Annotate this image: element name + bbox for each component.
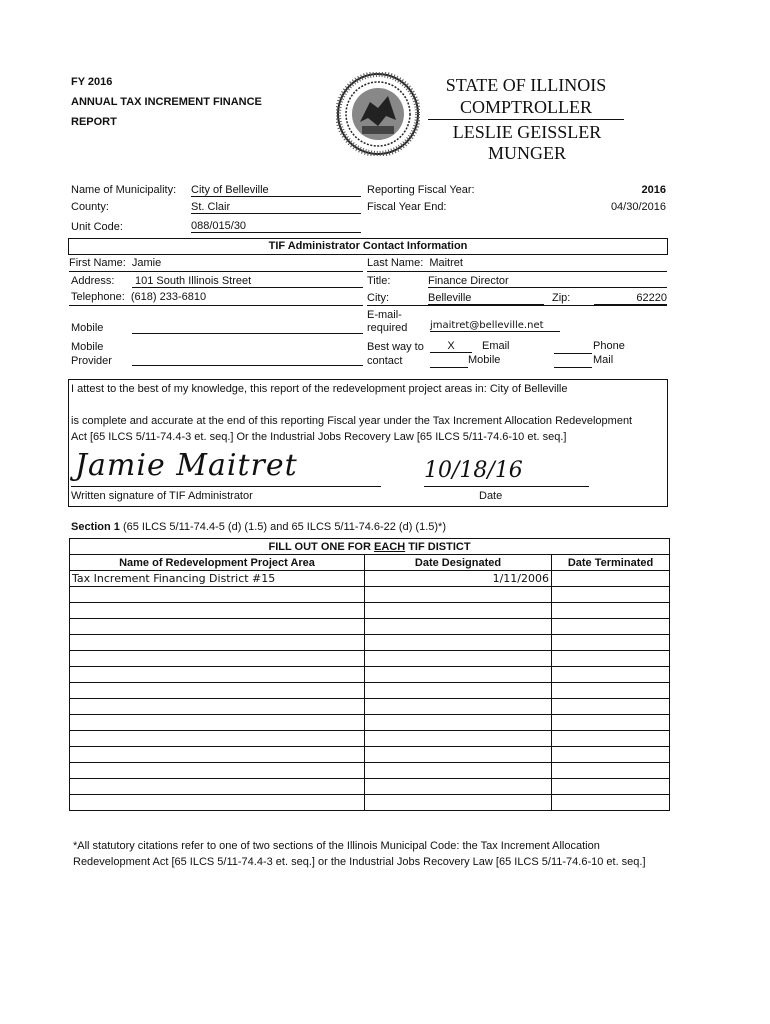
fiscal-year-title: FY 2016: [71, 76, 113, 88]
footnote: [73, 838, 683, 870]
report-title-line2: REPORT: [71, 116, 117, 128]
first-name-label: First Name:: [69, 257, 126, 269]
title-label: Title:: [367, 275, 391, 287]
contact-email-checkbox[interactable]: X: [430, 340, 472, 353]
date-designated-cell[interactable]: [365, 763, 552, 779]
date-designated-cell[interactable]: [365, 699, 552, 715]
table-row: [70, 715, 670, 731]
mobile-provider-label-line1: Mobile: [71, 341, 104, 353]
project-area-cell[interactable]: [70, 731, 365, 747]
comptroller-name: LESLIE GEISSLER MUNGER: [452, 122, 602, 163]
title-value[interactable]: Finance Director: [428, 275, 667, 288]
last-name-value[interactable]: Maitret: [429, 257, 463, 269]
mobile-label: Mobile: [71, 322, 104, 334]
date-designated-cell[interactable]: [365, 715, 552, 731]
county-label: County:: [71, 201, 109, 213]
email-label: [367, 309, 407, 335]
state-name: STATE OF ILLINOIS: [445, 75, 607, 95]
contact-email-option: Email: [482, 340, 510, 352]
table-row: [70, 731, 670, 747]
table-row: [70, 603, 670, 619]
date-terminated-cell[interactable]: [552, 619, 670, 635]
unit-code-label: Unit Code:: [71, 221, 123, 233]
section1-heading: [71, 521, 446, 533]
signature-label: Written signature of TIF Administrator: [71, 490, 253, 502]
date-designated-cell[interactable]: [365, 795, 552, 811]
comptroller-title: COMPTROLLER: [428, 96, 624, 120]
date-terminated-cell[interactable]: [552, 683, 670, 699]
project-area-cell[interactable]: [70, 763, 365, 779]
municipality-label: Name of Municipality:: [71, 184, 177, 196]
fiscal-year-end-label: Fiscal Year End:: [367, 201, 447, 213]
project-area-cell[interactable]: [70, 651, 365, 667]
date-designated-cell[interactable]: [365, 635, 552, 651]
contact-phone-checkbox[interactable]: [554, 353, 592, 354]
administrator-signature: Jamie Maitret: [75, 448, 298, 483]
date-designated-cell[interactable]: [365, 619, 552, 635]
date-terminated-cell[interactable]: [552, 763, 670, 779]
table-row: [70, 763, 670, 779]
table-caption-row: [70, 539, 670, 555]
attest-line3: Act [65 ILCS 5/11-74.4-3 et. seq.] Or the Industrial Jobs Recovery Law [65 ILCS 5/11-74.6-10 et. seq.]: [71, 431, 567, 443]
table-row: [70, 795, 670, 811]
date-designated-cell[interactable]: [365, 747, 552, 763]
signature-date: 10/18/16: [424, 458, 523, 483]
date-label: Date: [479, 490, 503, 502]
date-designated-cell[interactable]: [365, 731, 552, 747]
col-header-project-area: Name of Redevelopment Project Area: [70, 555, 365, 571]
date-terminated-cell[interactable]: [552, 587, 670, 603]
project-area-cell[interactable]: [70, 779, 365, 795]
footnote-line2: Redevelopment Act [65 ILCS 5/11-74.4-3 et. seq.] or the Industrial Jobs Recovery Law [65 ILCS 5/11-74.6-10 et. seq.]: [73, 856, 646, 868]
col-header-date-designated: Date Designated: [365, 555, 552, 571]
section1-title: Section 1: [71, 521, 120, 533]
project-area-cell[interactable]: [70, 699, 365, 715]
footnote-line1: *All statutory citations refer to one of two sections of the Illinois Municipal Code: the Tax Increment Allocation: [73, 840, 600, 852]
table-row: [70, 699, 670, 715]
telephone-label: Telephone:: [71, 291, 125, 303]
zip-label: Zip:: [552, 292, 571, 304]
zip-value[interactable]: 62220: [594, 292, 667, 305]
report-header: [71, 72, 262, 132]
mobile-value[interactable]: [132, 333, 363, 334]
city-value[interactable]: Belleville: [428, 292, 544, 305]
state-comptroller-block: [428, 74, 624, 120]
address-label: Address:: [71, 275, 115, 287]
date-terminated-cell[interactable]: [552, 731, 670, 747]
best-way-label-line1: Best way to: [367, 341, 424, 353]
email-label-line1: E-mail-: [367, 309, 402, 321]
date-terminated-cell[interactable]: [552, 715, 670, 731]
date-terminated-cell[interactable]: [552, 603, 670, 619]
fiscal-year-end-value[interactable]: 04/30/2016: [610, 201, 666, 213]
contact-mobile-option: Mobile: [468, 354, 501, 366]
contact-mail-checkbox[interactable]: [554, 367, 592, 368]
date-terminated-cell[interactable]: [552, 651, 670, 667]
date-designated-cell[interactable]: [365, 683, 552, 699]
date-designated-cell[interactable]: [365, 587, 552, 603]
city-row-divider: [367, 305, 667, 306]
last-name-row: [367, 257, 667, 272]
project-area-cell[interactable]: [70, 683, 365, 699]
date-terminated-cell[interactable]: [552, 699, 670, 715]
table-row: [70, 747, 670, 763]
best-way-label-line2: contact: [367, 355, 403, 367]
first-name-value[interactable]: Jamie: [131, 257, 162, 269]
last-name-label: Last Name:: [367, 257, 424, 269]
date-designated-cell[interactable]: 1/11/2006: [365, 571, 552, 587]
first-name-row: [69, 257, 363, 272]
signature-line: [71, 486, 381, 487]
project-area-cell[interactable]: [70, 587, 365, 603]
table-body: [70, 571, 670, 811]
table-row: [70, 587, 670, 603]
table-row: [70, 683, 670, 699]
date-line: [424, 486, 589, 487]
table-row: [70, 779, 670, 795]
table-row: [70, 667, 670, 683]
table-header-row: [70, 555, 670, 571]
contact-mobile-checkbox[interactable]: [430, 367, 468, 368]
project-area-cell[interactable]: [70, 603, 365, 619]
date-terminated-cell[interactable]: [552, 779, 670, 795]
contact-phone-option: Phone: [593, 340, 625, 352]
county-value[interactable]: St. Clair: [191, 201, 361, 214]
date-designated-cell[interactable]: [365, 603, 552, 619]
project-area-cell[interactable]: [70, 619, 365, 635]
date-designated-cell[interactable]: [365, 667, 552, 683]
attestation-box: [68, 379, 668, 507]
project-area-cell[interactable]: [70, 747, 365, 763]
mobile-provider-value[interactable]: [132, 365, 363, 366]
telephone-value[interactable]: (618) 233-6810: [130, 291, 207, 303]
city-label: City:: [367, 292, 389, 304]
fill-out-instruction: FILL OUT ONE FOR EACH TIF DISTICT: [70, 539, 670, 555]
table-row: [70, 651, 670, 667]
date-designated-cell[interactable]: [365, 651, 552, 667]
project-area-cell[interactable]: [70, 635, 365, 651]
project-area-cell[interactable]: [70, 715, 365, 731]
unit-code-value[interactable]: 088/015/30: [191, 220, 361, 233]
address-value[interactable]: 101 South Illinois Street: [132, 275, 363, 288]
municipality-value[interactable]: City of Belleville: [191, 184, 361, 197]
project-area-cell[interactable]: [70, 667, 365, 683]
best-way-label: [367, 340, 424, 368]
contact-info-heading: TIF Administrator Contact Information: [68, 238, 668, 255]
project-area-cell[interactable]: [70, 795, 365, 811]
date-designated-cell[interactable]: [365, 779, 552, 795]
attest-line1: I attest to the best of my knowledge, this report of the redevelopment project areas in: City of Belleville: [71, 383, 568, 395]
section1-citation: (65 ILCS 5/11-74.4-5 (d) (1.5) and 65 ILCS 5/11-74.6-22 (d) (1.5)*): [119, 521, 446, 533]
table-row: [70, 635, 670, 651]
state-seal-icon: [336, 72, 420, 156]
attest-line2: is complete and accurate at the end of this reporting Fiscal year under the Tax Increment Allocation Redevelopment: [71, 415, 633, 427]
table-row: [70, 619, 670, 635]
date-terminated-cell[interactable]: [552, 795, 670, 811]
mobile-provider-label: [71, 340, 112, 368]
report-title-line1: ANNUAL TAX INCREMENT FINANCE: [71, 96, 262, 108]
telephone-row: [69, 291, 363, 306]
reporting-fiscal-year-label: Reporting Fiscal Year:: [367, 184, 475, 196]
project-area-cell[interactable]: Tax Increment Financing District #15: [70, 571, 365, 587]
email-label-line2: required: [367, 322, 408, 334]
date-terminated-cell[interactable]: [552, 571, 670, 587]
contact-mail-option: Mail: [593, 354, 614, 366]
date-terminated-cell[interactable]: [552, 667, 670, 683]
table-row: [70, 571, 670, 587]
col-header-date-terminated: Date Terminated: [552, 555, 670, 571]
reporting-fiscal-year-value[interactable]: 2016: [641, 184, 666, 196]
mobile-provider-label-line2: Provider: [71, 355, 112, 367]
tif-district-table: [69, 538, 670, 811]
date-terminated-cell[interactable]: [552, 635, 670, 651]
date-terminated-cell[interactable]: [552, 747, 670, 763]
email-value[interactable]: jmaitret@belleville.net: [430, 320, 560, 332]
